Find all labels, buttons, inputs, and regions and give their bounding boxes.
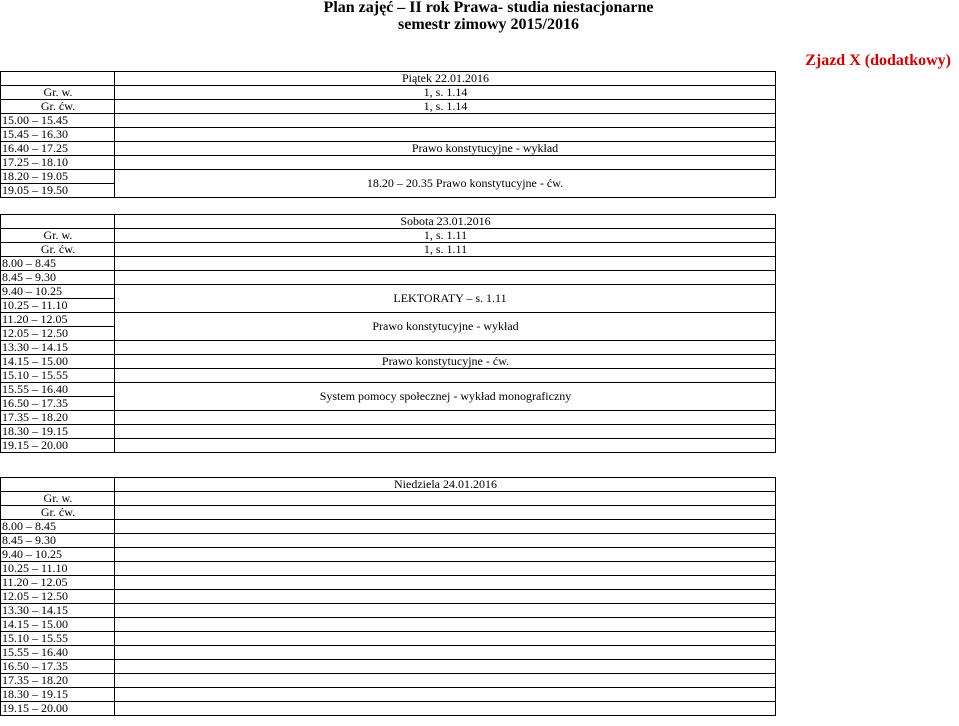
saturday-corner-cell — [1, 215, 115, 229]
group-label: Gr. ćw. — [1, 243, 115, 257]
class-cell — [115, 688, 776, 702]
table-row — [1, 86, 776, 100]
sunday-schedule-table — [0, 477, 776, 716]
class-cell — [115, 411, 776, 425]
friday-schedule-table — [0, 71, 776, 198]
class-cell — [115, 618, 776, 632]
time-slot: 16.50 – 17.35 — [1, 397, 115, 411]
time-slot: 9.40 – 10.25 — [1, 285, 115, 299]
class-cell — [115, 114, 776, 128]
time-slot: 10.25 – 11.10 — [1, 562, 115, 576]
class-cell — [115, 271, 776, 285]
class-cell — [115, 534, 776, 548]
table-row — [1, 604, 776, 618]
table-row — [1, 156, 776, 170]
time-slot: 15.10 – 15.55 — [1, 369, 115, 383]
class-cell — [115, 660, 776, 674]
time-slot: 15.00 – 15.45 — [1, 114, 115, 128]
time-slot: 15.55 – 16.40 — [1, 383, 115, 397]
time-slot: 15.10 – 15.55 — [1, 632, 115, 646]
time-slot: 16.50 – 17.35 — [1, 660, 115, 674]
time-slot: 16.40 – 17.25 — [1, 142, 115, 156]
time-slot: 8.00 – 8.45 — [1, 520, 115, 534]
table-row — [1, 257, 776, 271]
table-row — [1, 243, 776, 257]
time-slot: 12.05 – 12.50 — [1, 590, 115, 604]
class-cell — [115, 425, 776, 439]
table-row — [1, 425, 776, 439]
table-row — [1, 562, 776, 576]
table-row — [1, 142, 776, 156]
table-row — [1, 355, 776, 369]
class-cell — [115, 646, 776, 660]
group-label: Gr. w. — [1, 229, 115, 243]
table-row — [1, 506, 776, 520]
time-slot: 18.30 – 19.15 — [1, 688, 115, 702]
group-label: Gr. ćw. — [1, 100, 115, 114]
time-slot: 8.45 – 9.30 — [1, 271, 115, 285]
time-slot: 10.25 – 11.10 — [1, 299, 115, 313]
table-row — [1, 313, 776, 327]
table-row — [1, 215, 776, 229]
class-cell — [115, 128, 776, 142]
group-label: Gr. w. — [1, 86, 115, 100]
time-slot: 8.00 – 8.45 — [1, 257, 115, 271]
time-slot: 15.45 – 16.30 — [1, 128, 115, 142]
time-slot: 14.15 – 15.00 — [1, 355, 115, 369]
time-slot: 13.30 – 14.15 — [1, 604, 115, 618]
class-cell — [115, 562, 776, 576]
group-room: 1, s. 1.14 — [115, 100, 776, 114]
group-room: 1, s. 1.11 — [115, 243, 776, 257]
class-cell — [115, 702, 776, 716]
time-slot: 17.25 – 18.10 — [1, 156, 115, 170]
table-row — [1, 439, 776, 453]
time-slot: 18.20 – 19.05 — [1, 170, 115, 184]
table-row — [1, 170, 776, 184]
time-slot: 17.35 – 18.20 — [1, 674, 115, 688]
time-slot: 17.35 – 18.20 — [1, 411, 115, 425]
table-row — [1, 478, 776, 492]
time-slot: 13.30 – 14.15 — [1, 341, 115, 355]
class-cell — [115, 369, 776, 383]
class-cell — [115, 590, 776, 604]
class-cell — [115, 257, 776, 271]
class-cell — [115, 156, 776, 170]
friday-day-header: Piątek 22.01.2016 — [115, 72, 776, 86]
lecture-cell: Prawo konstytucyjne - wykład — [115, 313, 776, 341]
class-cell — [115, 439, 776, 453]
lektoraty-cell: LEKTORATY – s. 1.11 — [115, 285, 776, 313]
group-room — [115, 506, 776, 520]
table-row — [1, 534, 776, 548]
table-row — [1, 548, 776, 562]
time-slot: 18.30 – 19.15 — [1, 425, 115, 439]
time-slot: 12.05 – 12.50 — [1, 327, 115, 341]
table-row — [1, 128, 776, 142]
sunday-corner-cell — [1, 478, 115, 492]
class-cell — [115, 520, 776, 534]
time-slot: 11.20 – 12.05 — [1, 576, 115, 590]
monograph-cell: System pomocy społecznej - wykład monograficzny — [115, 383, 776, 411]
session-label: Zjazd X (dodatkowy) — [805, 52, 951, 69]
time-slot: 19.05 – 19.50 — [1, 184, 115, 198]
table-row — [1, 618, 776, 632]
time-slot: 15.55 – 16.40 — [1, 646, 115, 660]
time-slot: 11.20 – 12.05 — [1, 313, 115, 327]
table-row — [1, 688, 776, 702]
table-row — [1, 114, 776, 128]
table-row — [1, 383, 776, 397]
table-row — [1, 520, 776, 534]
sunday-day-header: Niedziela 24.01.2016 — [115, 478, 776, 492]
group-label: Gr. ćw. — [1, 506, 115, 520]
time-slot: 14.15 – 15.00 — [1, 618, 115, 632]
time-slot: 19.15 – 20.00 — [1, 702, 115, 716]
table-row — [1, 411, 776, 425]
saturday-day-header: Sobota 23.01.2016 — [115, 215, 776, 229]
page-subtitle: semestr zimowy 2015/2016 — [398, 16, 579, 33]
table-row — [1, 660, 776, 674]
table-row — [1, 341, 776, 355]
table-row — [1, 646, 776, 660]
saturday-schedule-table — [0, 214, 776, 453]
table-row — [1, 492, 776, 506]
time-slot: 9.40 – 10.25 — [1, 548, 115, 562]
table-row — [1, 271, 776, 285]
table-row — [1, 702, 776, 716]
class-cell — [115, 576, 776, 590]
lecture-cell: Prawo konstytucyjne - wykład — [115, 142, 776, 156]
group-room: 1, s. 1.11 — [115, 229, 776, 243]
group-label: Gr. w. — [1, 492, 115, 506]
table-row — [1, 229, 776, 243]
table-row — [1, 100, 776, 114]
time-slot: 8.45 – 9.30 — [1, 534, 115, 548]
class-cell — [115, 632, 776, 646]
table-row — [1, 576, 776, 590]
group-room — [115, 492, 776, 506]
class-cell — [115, 341, 776, 355]
class-cell — [115, 548, 776, 562]
table-row — [1, 674, 776, 688]
table-row — [1, 632, 776, 646]
time-slot: 19.15 – 20.00 — [1, 439, 115, 453]
table-row — [1, 369, 776, 383]
friday-corner-cell — [1, 72, 115, 86]
table-row — [1, 285, 776, 299]
class-cell — [115, 604, 776, 618]
exercise-cell: 18.20 – 20.35 Prawo konstytucyjne - ćw. — [115, 170, 776, 198]
table-row — [1, 72, 776, 86]
page-title: Plan zajęć – II rok Prawa- studia niestacjonarne — [323, 0, 654, 16]
table-row — [1, 590, 776, 604]
group-room: 1, s. 1.14 — [115, 86, 776, 100]
exercise-cell: Prawo konstytucyjne - ćw. — [115, 355, 776, 369]
class-cell — [115, 674, 776, 688]
